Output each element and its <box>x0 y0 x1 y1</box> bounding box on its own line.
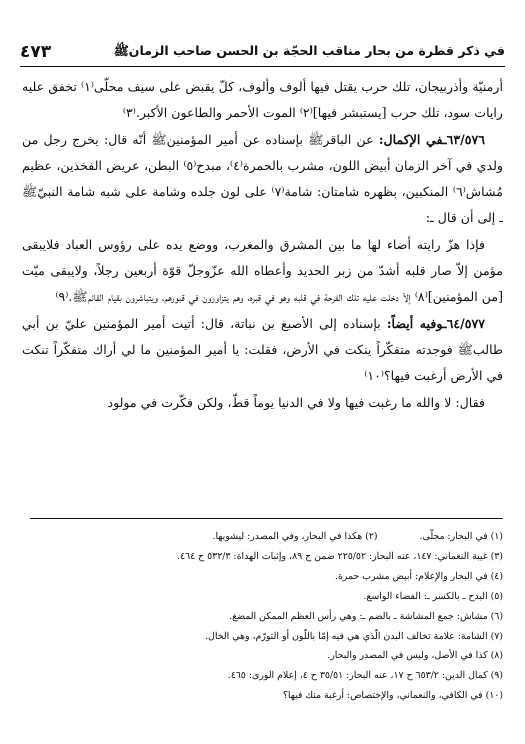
page-number: ٤٧٣ <box>20 42 52 62</box>
source-citation: في الإكمال: <box>378 131 443 147</box>
paragraph-5: فقال: لا والله ما رغبت فيها ولا في الدنيا يوماً قطّ، ولكن فكّرت في مولود <box>107 394 485 410</box>
paragraph-4 <box>22 311 503 390</box>
footnote-7: (٧) الشامة: علامة تخالف البدن الّذي هي فيه إمّا باللّون أو التورّم، وهي الخال. <box>205 630 503 642</box>
paragraph-1: أرمنيّة وأذربيجان، تلك حرب يقتل فيها ألوف وألوف، كلّ يقبض على سيف محلّى⁽١⁾ تخفق عليه رايات سود، تلك حرب [يستبشر فيها]⁽٢⁾ الموت الأحمر والطاعون الأكبر.⁽٣⁾ <box>22 79 503 121</box>
footnote-3: (٣) غيبة النعماني: ١٤٧، عنه البحار: ٢٢٥/٥٢ ضمن ح ٨٩، وإثبات الهداة: ٥٣٢/٣ ح ٤٦٤. <box>177 550 503 562</box>
hadith-number-576: ٦٣/٥٧٦ـ <box>442 131 485 147</box>
paragraph-2-text: عن الباقر‌ﷺ بإسناده عن أمير المؤمنين‌ﷺ أنّه قال: يخرج رجل من ولدي في آخر الزمان أبيض اللون، مشرب بالحمرة⁽٤⁾، مبدح⁽٥⁾ البطن، عريض الفخذين، عظيم مُشاش⁽٦⁾ المنكبين، بظهره شامتان: شامة⁽٧⁾ على لون جلده وشامة على شبه شامة النبيّ‌ﷺ ـ إلى أن قال ـ: <box>22 131 504 226</box>
source-citation: وفيه أيضاً: <box>386 315 443 331</box>
footnote-2: (٢) هكذا في البحار، وفي المصدر: ليشوبها. <box>212 531 378 542</box>
paragraph-2 <box>22 127 503 232</box>
main-text <box>22 74 503 474</box>
paragraph-4-text: بإسناده إلى الأصبغ بن نباتة، قال: أتيت أمير المؤمنين عليّ بن أبي طالب‌ﷺ فوجدته متفكّراً ينكت في الأرض، فقلت: يا أمير المؤمنين ما لي أراك متفكّراً تنكت في الأرض أرغبت فيها؟⁽١٠⁾ <box>22 315 503 384</box>
running-head: في ذكر قطرة من بحار مناقب الحجّة بن الحسن صاحب الزمان‌ﷺ <box>113 43 505 58</box>
footnotes <box>30 518 503 706</box>
footnote-row <box>30 527 503 547</box>
footnote-5: (٥) البدح ـ بالكسر ـ: الفضاء الواسع. <box>363 590 503 602</box>
footnote-1: (١) في البحار: مجلّى. <box>419 531 503 542</box>
footnote-10: (١٠) في الكافي، والنعماني، والإختصاص: أرغبة منك فيها؟ <box>282 690 503 702</box>
footnote-6: (٦) مشاش: جمع المشاشة ـ بالضم ـ: وهي رأس العظم الممكن المضغ. <box>229 610 503 622</box>
hadith-number-577: ٦٤/٥٧٧ـ <box>442 315 485 331</box>
page-header <box>20 34 505 67</box>
footnote-8: (٨) كذا في الأصل، وليس في المصدر والبحار. <box>327 650 503 662</box>
footnote-9: (٩) كمال الدين: ٦٥٣/٢ ح ١٧، عنه البحار: ٣٥/٥١ ح ٤، إعلام الورى: ٤٦٥. <box>227 670 503 682</box>
footnote-4: (٤) في البحار والإعلام: أبيض مشرب حمرة. <box>334 570 503 582</box>
paragraph-3: فإذا هزّ رايته أضاء لها ما بين المشرق والمغرب، ووضع يده على رؤوس العباد فلايبقى مؤمن إلاّ صار قلبه أشدّ من زبر الحديد وأعطاه الله عزّوجلّ قوّة أربعين رجلاً، ولايبقى ميّت [من المؤمنين]⁽٨⁾ إلاّ دخلت عليه تلك الفرحة في قلبه وهو في قبره، وهم يتزاورون في قبورهم، ويتباشرون بقيام القائم‌ﷺ.⁽٩⁾ <box>22 236 503 305</box>
